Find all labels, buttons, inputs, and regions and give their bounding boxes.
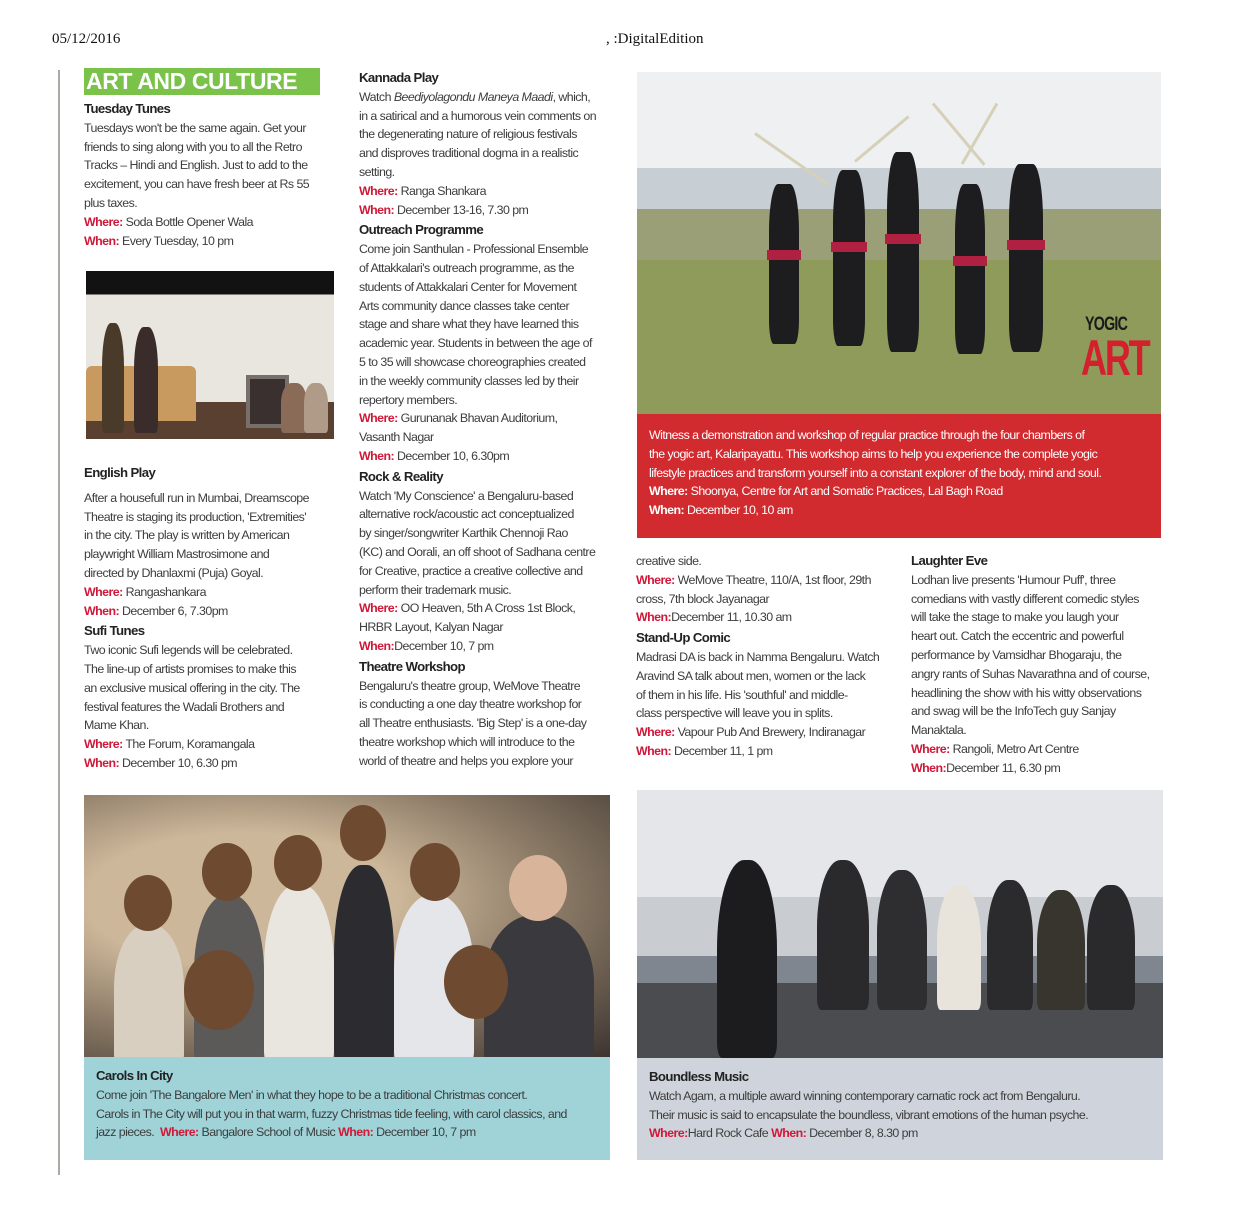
where-value: OO Heaven, 5th A Cross 1st Block, [400, 601, 576, 616]
dancer-figure [887, 152, 919, 352]
event-text-line: in the weekly community classes led by their [359, 373, 579, 388]
event-text-line: lifestyle practices and transform yourself into a constant explorer of the body, mind and soul. [649, 465, 1102, 480]
text-fragment: Watch [359, 89, 394, 104]
when-value: December 10, 10 am [687, 503, 793, 518]
event-text-line: After a housefull run in Mumbai, Dreamscope [84, 490, 309, 505]
event-text-line: Two iconic Sufi legends will be celebrated. [84, 643, 293, 658]
yogic-art-badge-bottom: ART [1081, 330, 1149, 386]
where-label: Where: [649, 1126, 688, 1141]
sash-shape [885, 234, 921, 244]
event-text-line: world of theatre and helps you explore your [359, 753, 573, 768]
event-text-line: playwright William Mastrosimone and [84, 547, 270, 562]
dancer-figure [1009, 164, 1043, 352]
when-label: When: [636, 610, 672, 625]
where-value: Rangoli, Metro Art Centre [952, 741, 1079, 756]
event-kannada-play [359, 69, 621, 770]
singer-figure [264, 885, 334, 1057]
singer-head [124, 875, 172, 931]
when-label: When: [84, 603, 120, 618]
text-fragment: , which, [552, 89, 591, 104]
event-title: Sufi Tunes [84, 623, 145, 639]
where-value: Vapour Pub And Brewery, Indiranagar [677, 725, 866, 740]
where-value-cont: cross, 7th block Jayanagar [636, 591, 770, 606]
section-title: ART AND CULTURE [84, 68, 320, 95]
singer-head [202, 843, 252, 901]
sash-shape [831, 242, 867, 252]
sash-shape [953, 256, 987, 266]
where-label: Where: [649, 484, 688, 499]
where-label: Where: [84, 214, 123, 229]
event-text-line: is conducting a one day theatre workshop for [359, 697, 582, 712]
where-label: Where: [911, 741, 950, 756]
band-member-figure [817, 860, 869, 1010]
when-label: When: [649, 503, 685, 518]
when-label: When: [636, 743, 672, 758]
event-text-line: Come join 'The Bangalore Men' in what they hope to be a traditional Christmas concert. [96, 1087, 528, 1102]
event-title: Laughter Eve [911, 553, 988, 568]
event-text-line: headlining the show with his witty observations [911, 685, 1142, 700]
event-tuesday-tunes [84, 100, 329, 250]
event-text-line: Come join Santhulan - Professional Ensemble [359, 242, 589, 257]
event-where [911, 740, 1173, 759]
when-label: When: [338, 1125, 374, 1140]
when-value: December 11, 1 pm [674, 743, 773, 758]
event-text-line: an exclusive musical offering in the city. The [84, 680, 300, 695]
edition-label: , :DigitalEdition [606, 31, 704, 47]
event-text-line: The line-up of artists promises to make this [84, 661, 297, 676]
event-when [649, 501, 1161, 520]
left-column-rule [58, 70, 60, 1175]
where-value: The Forum, Koramangala [125, 737, 255, 752]
event-text-line: Witness a demonstration and workshop of regular practice through the four chambers of [649, 428, 1085, 442]
event-title: Theatre Workshop [359, 658, 465, 674]
event-when [359, 447, 621, 466]
when-value: December 6, 7.30pm [122, 603, 228, 618]
event-when [636, 608, 898, 627]
event-text-line: Watch 'My Conscience' a Bengaluru-based [359, 488, 574, 503]
event-when [359, 637, 621, 656]
event-text-line: Their music is said to encapsulate the boundless, vibrant emotions of the human psyche. [649, 1107, 1089, 1122]
singer-head [274, 835, 322, 891]
band-member-figure [1037, 890, 1085, 1010]
when-label: When: [359, 448, 395, 463]
when-label: When: [359, 202, 395, 217]
event-when [84, 602, 336, 621]
event-text-line: Manaktala. [911, 723, 967, 738]
when-value: Every Tuesday, 10 pm [122, 233, 234, 248]
dancer-figure [833, 170, 865, 346]
event-yogic-art [637, 414, 1161, 538]
where-label: Where: [84, 584, 123, 599]
event-text-line: setting. [359, 164, 395, 179]
actor-figure [304, 383, 328, 433]
event-when [636, 742, 898, 761]
event-text-line: Mame Khan. [84, 718, 149, 733]
event-text-line: perform their trademark music. [359, 582, 512, 597]
where-value-cont: Vasanth Nagar [359, 430, 434, 445]
event-where [359, 599, 621, 618]
where-value: Shoonya, Centre for Art and Somatic Practices, Lal Bagh Road [690, 484, 1003, 499]
actor-figure [102, 323, 124, 433]
event-text-line: Arts community dance classes take center [359, 298, 570, 313]
band-member-figure [987, 880, 1033, 1010]
event-text-line: performance by Vamsidhar Bhogaraju, the [911, 647, 1122, 662]
where-label: Where: [636, 572, 675, 587]
event-where [636, 571, 898, 590]
event-where [359, 182, 621, 201]
where-label: Where: [159, 1125, 199, 1140]
event-text-line: and swag will be the InfoTech guy Sanjay [911, 704, 1116, 719]
sash-shape [767, 250, 801, 260]
event-text-line: and disproves traditional dogma in a realistic [359, 146, 579, 161]
yogic-art-badge-top: YOGIC [1085, 314, 1128, 335]
singer-head [509, 855, 567, 921]
when-label: When: [84, 755, 120, 770]
event-title: Carols In City [96, 1068, 173, 1083]
event-title: Stand-Up Comic [636, 630, 731, 646]
event-text-line: Lodhan live presents 'Humour Puff', three [911, 572, 1116, 587]
event-text-line: Tracks – Hindi and English. Just to add to the [84, 158, 308, 173]
event-text-line: for Creative, practice a creative collective and [359, 563, 583, 578]
where-value: Bangalore School of Music [201, 1125, 336, 1140]
when-label: When: [911, 760, 947, 775]
event-title: English Play [84, 465, 156, 480]
event-text-line: all Theatre enthusiasts. 'Big Step' is a one-day [359, 716, 587, 731]
event-when [84, 754, 336, 773]
bangalore-men-photo [84, 795, 610, 1057]
event-where-when [649, 1124, 1163, 1143]
event-text-line: of Attakkalari's outreach programme, as the [359, 260, 574, 275]
event-text-line: Madrasi DA is back in Namma Bengaluru. Watch [636, 649, 880, 664]
event-text-line: repertory members. [359, 392, 458, 407]
event-where [84, 583, 336, 602]
event-text-line: in the city. The play is written by American [84, 528, 290, 543]
text-fragment: jazz pieces. [96, 1125, 155, 1140]
sash-shape [1007, 240, 1045, 250]
event-where [649, 482, 1161, 501]
event-text-line: comedians with vastly different comedic styles [911, 591, 1139, 606]
event-text-line [359, 88, 621, 107]
event-where [84, 213, 329, 232]
event-text-line: of them in his life. His 'southful' and middle- [636, 687, 848, 702]
actor-figure [134, 327, 158, 433]
event-text-line: Watch Agam, a multiple award winning contemporary carnatic rock act from Bengaluru. [649, 1088, 1081, 1103]
event-text-line: the degenerating nature of religious festivals [359, 127, 577, 142]
event-text-line: Theatre is staging its production, 'Extremities' [84, 509, 307, 524]
event-theatre-workshop-cont [636, 552, 898, 761]
event-text-line: academic year. Students in between the age of [359, 336, 592, 351]
print-date: 05/12/2016 [52, 31, 121, 47]
where-label: Where: [359, 183, 398, 198]
when-label: When: [84, 233, 120, 248]
event-text-line: festival features the Wadali Brothers and [84, 699, 285, 714]
event-when [359, 201, 621, 220]
when-value: December 8, 8.30 pm [809, 1126, 918, 1141]
where-value: Soda Bottle Opener Wala [125, 214, 254, 229]
event-text-line: Bengaluru's theatre group, WeMove Theatre [359, 678, 581, 693]
event-text-line: (KC) and Oorali, an off shoot of Sadhana centre [359, 544, 596, 559]
event-text-line [96, 1123, 610, 1142]
where-value-cont: HRBR Layout, Kalyan Nagar [359, 620, 503, 635]
when-value: December 13-16, 7.30 pm [397, 202, 529, 217]
event-text-line: class perspective will leave you in splits. [636, 706, 833, 721]
band-member-figure [1087, 885, 1135, 1010]
singer-head [444, 945, 508, 1019]
event-text-line: Carols in The City will put you in that warm, fuzzy Christmas tide feeling, with carol classics, and [96, 1106, 567, 1121]
singer-figure [334, 865, 394, 1057]
event-title: Outreach Programme [359, 222, 484, 238]
event-when [84, 232, 329, 251]
event-when [911, 759, 1173, 778]
play-name: Beediyolagondu Maneya Maadi [393, 89, 553, 104]
band-member-figure [937, 885, 981, 1010]
singer-head [184, 950, 254, 1030]
event-text-line: friends to sing along with you to all the Retro [84, 139, 302, 154]
event-english-play [84, 464, 336, 773]
sword-shape [961, 103, 999, 165]
where-label: Where: [636, 725, 675, 740]
when-value: December 10, 7 pm [394, 638, 494, 653]
where-value: Gurunanak Bhavan Auditorium, [400, 411, 558, 426]
event-text-line: heart out. Catch the eccentric and powerful [911, 629, 1124, 644]
english-play-photo [86, 271, 334, 439]
where-value: Rangashankara [125, 584, 206, 599]
where-label: Where: [359, 411, 398, 426]
singer-head [340, 805, 386, 861]
where-value: WeMove Theatre, 110/A, 1st floor, 29th [677, 572, 871, 587]
dancer-figure [769, 184, 799, 344]
singer-head [410, 843, 460, 901]
where-value: Hard Rock Cafe [687, 1126, 769, 1141]
event-where [359, 409, 621, 428]
when-value: December 10, 7 pm [376, 1125, 476, 1140]
when-value: December 10, 6.30pm [397, 448, 510, 463]
event-title: Boundless Music [649, 1069, 749, 1084]
event-where [636, 723, 898, 742]
event-text-line: stage and share what they have learned this [359, 317, 579, 332]
event-title: Rock & Reality [359, 468, 443, 484]
event-text-line: 5 to 35 will showcase choreographies created [359, 354, 586, 369]
when-value: December 10, 6.30 pm [122, 755, 238, 770]
event-laughter-eve [911, 552, 1173, 778]
sword-shape [754, 132, 829, 186]
event-title: Kannada Play [359, 70, 439, 85]
event-text-line: Aravind SA talk about men, women or the lack [636, 668, 866, 683]
event-text-line: excitement, you can have fresh beer at Rs 55 [84, 177, 310, 192]
where-value: Ranga Shankara [400, 183, 486, 198]
where-label: Where: [359, 601, 398, 616]
event-text-line: theatre workshop which will introduce to the [359, 734, 575, 749]
event-text-line: will take the stage to make you laugh your [911, 610, 1119, 625]
event-text-line: the yogic art, Kalaripayattu. This workshop aims to help you experience the complete yogic [649, 446, 1098, 461]
band-member-figure [877, 870, 927, 1010]
event-text-line: creative side. [636, 554, 702, 568]
event-text-line: in a satirical and a humorous vein comments on [359, 108, 597, 123]
singer-figure [114, 925, 184, 1057]
when-value: December 11, 10.30 am [671, 610, 792, 625]
when-label: When: [771, 1126, 807, 1141]
band-member-figure [717, 860, 777, 1058]
when-label: When: [359, 638, 395, 653]
event-text-line: directed by Dhanlaxmi (Puja) Goyal. [84, 565, 264, 580]
event-boundless-music [637, 1058, 1163, 1160]
dancer-figure [955, 184, 985, 354]
event-text-line: Tuesdays won't be the same again. Get your [84, 120, 306, 135]
agam-band-photo [637, 790, 1163, 1058]
event-text-line: angry rants of Suhas Navarathna and of course, [911, 666, 1150, 681]
when-value: December 11, 6.30 pm [946, 760, 1061, 775]
event-title: Tuesday Tunes [84, 101, 171, 116]
event-carols-in-city [84, 1057, 610, 1160]
event-text-line: plus taxes. [84, 195, 138, 210]
event-text-line: by singer/songwriter Karthik Chennoji Rao [359, 526, 568, 541]
where-label: Where: [84, 737, 123, 752]
event-where [84, 735, 336, 754]
event-text-line: alternative rock/acoustic act conceptualized [359, 507, 574, 522]
event-text-line: students of Attakkalari Center for Movement [359, 279, 577, 294]
